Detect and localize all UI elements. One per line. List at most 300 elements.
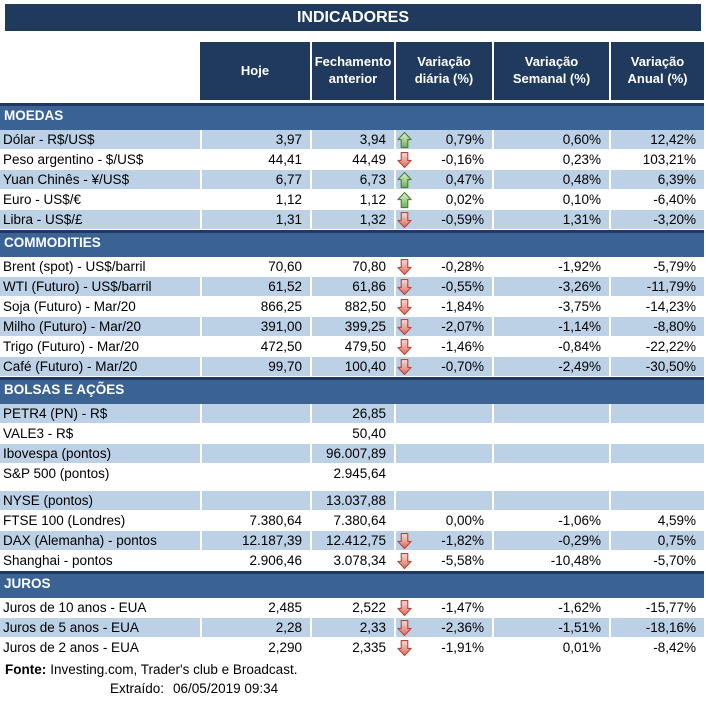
cell-variacao-anual-text: -18,16% <box>645 620 696 635</box>
cell-indicator-label-text: Shanghai - pontos <box>3 553 113 568</box>
cell-indicator-label-text: S&P 500 (pontos) <box>3 466 110 481</box>
cell-variacao-semanal-text: 0,01% <box>562 640 601 655</box>
cell-indicator-label-text: Juros de 10 anos - EUA <box>3 600 147 615</box>
cell-fechamento-anterior <box>310 464 394 483</box>
up-arrow-icon <box>397 131 412 149</box>
cell-indicator-label-text: NYSE (pontos) <box>3 493 94 508</box>
up-arrow-icon <box>397 191 412 209</box>
cell-variacao-anual <box>609 130 704 149</box>
cell-hoje-text: 99,70 <box>268 359 302 374</box>
cell-indicator-label-text: Euro - US$/€ <box>3 192 82 207</box>
cell-indicator-label-text: Peso argentino - $/US$ <box>3 152 144 167</box>
cell-hoje <box>200 210 310 229</box>
cell-variacao-diaria <box>394 511 492 530</box>
cell-variacao-anual <box>609 404 704 423</box>
cell-variacao-semanal-text: 1,31% <box>562 212 601 227</box>
cell-fechamento-anterior <box>310 618 394 637</box>
cell-variacao-diaria <box>394 464 492 483</box>
cell-variacao-diaria <box>394 598 492 617</box>
cell-variacao-diaria <box>394 618 492 637</box>
cell-variacao-anual-text: -6,40% <box>653 192 696 207</box>
cell-variacao-semanal <box>492 618 609 637</box>
down-arrow-icon <box>397 211 412 229</box>
cell-variacao-diaria <box>394 551 492 570</box>
cell-variacao-semanal <box>492 511 609 530</box>
section-title: BOLSAS E AÇÕES <box>4 382 125 397</box>
cell-indicator-label <box>0 551 200 570</box>
cell-variacao-diaria-text: 0,79% <box>445 132 484 147</box>
column-header-variacao-semanal: Variação Semanal (%) <box>492 42 609 100</box>
cell-variacao-diaria <box>394 444 492 463</box>
cell-variacao-semanal <box>492 170 609 189</box>
cell-variacao-semanal <box>492 444 609 463</box>
cell-fechamento-anterior-text: 12.412,75 <box>325 533 386 548</box>
cell-variacao-anual <box>609 297 704 316</box>
cell-hoje-text: 472,50 <box>260 339 302 354</box>
header-spacer <box>0 42 200 100</box>
report-title-bar <box>5 4 701 31</box>
cell-variacao-anual-text: 12,42% <box>650 132 696 147</box>
cell-fechamento-anterior-text: 44,49 <box>352 152 386 167</box>
cell-variacao-anual-text: 0,75% <box>657 533 696 548</box>
cell-variacao-diaria-text: -1,47% <box>441 600 484 615</box>
cell-variacao-semanal <box>492 404 609 423</box>
source-line <box>0 661 706 679</box>
table-row <box>0 464 704 484</box>
table-row <box>0 297 704 317</box>
cell-variacao-anual <box>609 424 704 443</box>
source-label: Fonte: <box>5 662 47 677</box>
cell-indicator-label-text: Juros de 5 anos - EUA <box>3 620 139 635</box>
cell-variacao-anual <box>609 638 704 657</box>
cell-indicator-label <box>0 277 200 296</box>
cell-hoje <box>200 190 310 209</box>
cell-variacao-anual-text: -8,42% <box>653 640 696 655</box>
cell-indicator-label <box>0 444 200 463</box>
cell-fechamento-anterior <box>310 531 394 550</box>
cell-hoje-text: 44,41 <box>268 152 302 167</box>
cell-fechamento-anterior-text: 26,85 <box>352 406 386 421</box>
cell-variacao-semanal <box>492 638 609 657</box>
cell-indicator-label <box>0 511 200 530</box>
cell-variacao-semanal <box>492 317 609 336</box>
cell-fechamento-anterior <box>310 337 394 356</box>
up-arrow-icon <box>397 171 412 189</box>
cell-fechamento-anterior <box>310 598 394 617</box>
cell-hoje-text: 3,97 <box>275 132 302 147</box>
cell-indicator-label-text: Café (Futuro) - Mar/20 <box>3 359 138 374</box>
cell-variacao-anual <box>609 618 704 637</box>
table-row <box>0 511 704 531</box>
cell-hoje <box>200 444 310 463</box>
table-row <box>0 444 704 464</box>
cell-hoje <box>200 618 310 637</box>
cell-hoje <box>200 551 310 570</box>
cell-hoje-text: 61,52 <box>268 279 302 294</box>
cell-indicator-label-text: FTSE 100 (Londres) <box>3 513 126 528</box>
cell-indicator-label-text: Libra - US$/£ <box>3 212 83 227</box>
cell-variacao-semanal-text: -1,51% <box>558 620 601 635</box>
cell-variacao-diaria-text: -0,55% <box>441 279 484 294</box>
cell-hoje <box>200 257 310 276</box>
cell-fechamento-anterior <box>310 190 394 209</box>
cell-variacao-diaria-text: -1,91% <box>441 640 484 655</box>
section-header <box>0 103 704 130</box>
cell-variacao-diaria <box>394 150 492 169</box>
cell-variacao-semanal <box>492 491 609 510</box>
cell-variacao-anual-text: -3,20% <box>653 212 696 227</box>
cell-indicator-label-text: Trigo (Futuro) - Mar/20 <box>3 339 140 354</box>
cell-fechamento-anterior <box>310 404 394 423</box>
cell-indicator-label-text: WTI (Futuro) - US$/barril <box>3 279 152 294</box>
cell-hoje-text: 391,00 <box>260 319 302 334</box>
cell-variacao-anual <box>609 190 704 209</box>
row-spacer <box>0 484 704 491</box>
down-arrow-icon <box>397 151 412 169</box>
cell-fechamento-anterior-text: 399,25 <box>344 319 386 334</box>
cell-hoje-text: 2,290 <box>268 640 302 655</box>
cell-hoje <box>200 598 310 617</box>
cell-variacao-semanal-text: -0,29% <box>558 533 601 548</box>
cell-fechamento-anterior-text: 2.945,64 <box>333 466 386 481</box>
report-title: INDICADORES <box>296 8 409 26</box>
cell-variacao-semanal <box>492 337 609 356</box>
cell-variacao-semanal <box>492 130 609 149</box>
cell-variacao-anual-text: -5,79% <box>653 259 696 274</box>
cell-variacao-semanal-text: 0,10% <box>562 192 601 207</box>
cell-indicator-label <box>0 531 200 550</box>
table-row <box>0 337 704 357</box>
cell-hoje <box>200 150 310 169</box>
cell-variacao-semanal <box>492 464 609 483</box>
cell-variacao-diaria <box>394 190 492 209</box>
table-row <box>0 404 704 424</box>
cell-variacao-diaria-text: -2,07% <box>441 319 484 334</box>
down-arrow-icon <box>397 338 412 356</box>
cell-hoje-text: 2,28 <box>275 620 302 635</box>
cell-indicator-label <box>0 150 200 169</box>
cell-fechamento-anterior-text: 6,73 <box>359 172 386 187</box>
cell-indicator-label-text: Dólar - R$/US$ <box>3 132 95 147</box>
cell-fechamento-anterior <box>310 511 394 530</box>
extracted-timestamp: 06/05/2019 09:34 <box>173 681 279 696</box>
table-row <box>0 531 704 551</box>
cell-variacao-semanal <box>492 531 609 550</box>
cell-hoje-text: 2,485 <box>268 600 302 615</box>
cell-variacao-semanal-text: -0,84% <box>558 339 601 354</box>
cell-indicator-label <box>0 170 200 189</box>
cell-hoje-text: 70,60 <box>268 259 302 274</box>
cell-variacao-anual <box>609 337 704 356</box>
cell-indicator-label <box>0 638 200 657</box>
section-header <box>0 571 704 598</box>
cell-variacao-diaria <box>394 130 492 149</box>
cell-variacao-diaria <box>394 337 492 356</box>
cell-variacao-semanal <box>492 190 609 209</box>
down-arrow-icon <box>397 619 412 637</box>
cell-fechamento-anterior-text: 1,12 <box>359 192 386 207</box>
cell-variacao-semanal <box>492 357 609 376</box>
cell-indicator-label-text: Milho (Futuro) - Mar/20 <box>3 319 142 334</box>
cell-variacao-anual <box>609 317 704 336</box>
cell-variacao-anual-text: -11,79% <box>646 279 696 294</box>
footer <box>0 661 706 698</box>
cell-indicator-label <box>0 464 200 483</box>
down-arrow-icon <box>397 599 412 617</box>
cell-fechamento-anterior <box>310 130 394 149</box>
cell-fechamento-anterior <box>310 491 394 510</box>
cell-indicator-label-text: DAX (Alemanha) - pontos <box>3 533 157 548</box>
cell-variacao-semanal <box>492 277 609 296</box>
cell-variacao-diaria <box>394 531 492 550</box>
cell-indicator-label <box>0 598 200 617</box>
cell-hoje <box>200 317 310 336</box>
cell-fechamento-anterior-text: 3,94 <box>359 132 386 147</box>
cell-variacao-semanal <box>492 297 609 316</box>
cell-hoje <box>200 170 310 189</box>
cell-hoje <box>200 511 310 530</box>
cell-variacao-semanal-text: -2,49% <box>558 359 601 374</box>
cell-variacao-diaria <box>394 170 492 189</box>
cell-hoje <box>200 464 310 483</box>
cell-hoje <box>200 638 310 657</box>
table-row <box>0 638 704 658</box>
cell-hoje <box>200 404 310 423</box>
cell-variacao-anual-text: -22,22% <box>645 339 696 354</box>
down-arrow-icon <box>397 318 412 336</box>
cell-fechamento-anterior <box>310 277 394 296</box>
cell-fechamento-anterior <box>310 210 394 229</box>
cell-indicator-label <box>0 618 200 637</box>
section-title: COMMODITIES <box>4 235 101 250</box>
cell-indicator-label-text: Juros de 2 anos - EUA <box>3 640 139 655</box>
table-row <box>0 424 704 444</box>
cell-indicator-label <box>0 337 200 356</box>
cell-indicator-label-text: Soja (Futuro) - Mar/20 <box>3 299 136 314</box>
cell-variacao-diaria <box>394 277 492 296</box>
cell-variacao-anual <box>609 491 704 510</box>
cell-indicator-label <box>0 424 200 443</box>
cell-fechamento-anterior-text: 100,40 <box>344 359 386 374</box>
cell-variacao-semanal-text: 0,48% <box>562 172 601 187</box>
cell-fechamento-anterior-text: 3.078,34 <box>333 553 386 568</box>
cell-variacao-anual-text: -15,77% <box>645 600 696 615</box>
cell-variacao-semanal <box>492 257 609 276</box>
column-header-hoje: Hoje <box>200 42 310 100</box>
cell-hoje <box>200 357 310 376</box>
cell-variacao-diaria <box>394 297 492 316</box>
cell-variacao-diaria <box>394 257 492 276</box>
cell-variacao-diaria-text: -0,59% <box>441 212 484 227</box>
cell-variacao-diaria-text: -5,58% <box>441 553 484 568</box>
cell-fechamento-anterior <box>310 297 394 316</box>
cell-fechamento-anterior-text: 70,80 <box>352 259 386 274</box>
cell-variacao-anual-text: 4,59% <box>657 513 696 528</box>
cell-indicator-label-text: Ibovespa (pontos) <box>3 446 112 461</box>
extracted-line <box>0 679 706 698</box>
cell-hoje-text: 12.187,39 <box>241 533 302 548</box>
cell-variacao-anual <box>609 444 704 463</box>
column-header-variacao-diaria: Variação diária (%) <box>394 42 492 100</box>
cell-variacao-semanal <box>492 424 609 443</box>
cell-indicator-label-text: Yuan Chinês - ¥/US$ <box>3 172 130 187</box>
cell-variacao-diaria-text: -0,16% <box>441 152 484 167</box>
cell-indicator-label <box>0 210 200 229</box>
cell-variacao-diaria <box>394 404 492 423</box>
cell-hoje-text: 2.906,46 <box>249 553 302 568</box>
down-arrow-icon <box>397 358 412 376</box>
cell-variacao-semanal <box>492 150 609 169</box>
cell-indicator-label <box>0 297 200 316</box>
section-title: MOEDAS <box>4 108 64 123</box>
cell-hoje <box>200 130 310 149</box>
cell-variacao-anual-text: 103,21% <box>642 152 696 167</box>
cell-variacao-diaria <box>394 638 492 657</box>
cell-variacao-diaria-text: -1,82% <box>441 533 484 548</box>
cell-fechamento-anterior <box>310 150 394 169</box>
cell-hoje-text: 7.380,64 <box>249 513 302 528</box>
cell-variacao-semanal-text: -10,48% <box>550 553 601 568</box>
cell-variacao-diaria-text: -0,28% <box>441 259 484 274</box>
table-row <box>0 491 704 511</box>
section-title: JUROS <box>4 576 51 591</box>
cell-variacao-diaria <box>394 210 492 229</box>
cell-fechamento-anterior <box>310 424 394 443</box>
table-row <box>0 598 704 618</box>
cell-variacao-diaria-text: -1,84% <box>441 299 484 314</box>
cell-variacao-semanal <box>492 551 609 570</box>
extracted-label: Extraído: <box>110 681 165 696</box>
cell-fechamento-anterior-text: 1,32 <box>359 212 386 227</box>
source-text: Investing.com, Trader's club e Broadcast. <box>50 662 298 677</box>
cell-variacao-diaria <box>394 317 492 336</box>
cell-variacao-diaria-text: 0,00% <box>445 513 484 528</box>
cell-indicator-label-text: Brent (spot) - US$/barril <box>3 259 146 274</box>
table-row <box>0 317 704 337</box>
cell-hoje <box>200 297 310 316</box>
cell-fechamento-anterior-text: 61,86 <box>352 279 386 294</box>
cell-variacao-diaria <box>394 491 492 510</box>
cell-variacao-anual <box>609 357 704 376</box>
cell-hoje <box>200 277 310 296</box>
cell-variacao-anual-text: -8,80% <box>653 319 696 334</box>
cell-indicator-label <box>0 491 200 510</box>
cell-indicator-label <box>0 357 200 376</box>
column-header-fechamento-anterior: Fechamento anterior <box>310 42 394 100</box>
cell-fechamento-anterior <box>310 170 394 189</box>
cell-variacao-semanal-text: 0,23% <box>562 152 601 167</box>
cell-fechamento-anterior-text: 96.007,89 <box>325 446 386 461</box>
down-arrow-icon <box>397 258 412 276</box>
cell-fechamento-anterior-text: 882,50 <box>344 299 386 314</box>
cell-indicator-label <box>0 190 200 209</box>
table-body <box>0 103 704 658</box>
cell-variacao-anual <box>609 464 704 483</box>
cell-variacao-diaria-text: -0,70% <box>441 359 484 374</box>
cell-fechamento-anterior-text: 13.037,88 <box>325 493 386 508</box>
cell-variacao-anual <box>609 210 704 229</box>
down-arrow-icon <box>397 639 412 657</box>
table-row <box>0 170 704 190</box>
cell-fechamento-anterior-text: 479,50 <box>344 339 386 354</box>
cell-variacao-diaria-text: 0,02% <box>445 192 484 207</box>
table-row <box>0 551 704 571</box>
cell-variacao-semanal <box>492 210 609 229</box>
cell-variacao-semanal-text: -1,14% <box>558 319 601 334</box>
column-header-row <box>0 42 704 100</box>
cell-hoje-text: 866,25 <box>260 299 302 314</box>
cell-variacao-semanal-text: -3,75% <box>558 299 601 314</box>
cell-variacao-semanal-text: -1,92% <box>558 259 601 274</box>
cell-variacao-anual-text: 6,39% <box>657 172 696 187</box>
cell-variacao-anual <box>609 531 704 550</box>
down-arrow-icon <box>397 278 412 296</box>
cell-variacao-anual <box>609 170 704 189</box>
cell-variacao-anual-text: -5,70% <box>653 553 696 568</box>
cell-variacao-semanal-text: -1,06% <box>558 513 601 528</box>
table-row <box>0 277 704 297</box>
cell-hoje-text: 1,31 <box>275 212 302 227</box>
cell-variacao-diaria-text: -2,36% <box>441 620 484 635</box>
cell-hoje-text: 1,12 <box>275 192 302 207</box>
cell-variacao-anual <box>609 257 704 276</box>
cell-variacao-semanal <box>492 598 609 617</box>
cell-variacao-diaria <box>394 357 492 376</box>
cell-fechamento-anterior <box>310 357 394 376</box>
table-row <box>0 357 704 377</box>
table-row <box>0 618 704 638</box>
cell-variacao-anual <box>609 150 704 169</box>
cell-fechamento-anterior-text: 2,335 <box>352 640 386 655</box>
section-header <box>0 377 704 404</box>
table-row <box>0 150 704 170</box>
section-header <box>0 230 704 257</box>
down-arrow-icon <box>397 552 412 570</box>
cell-variacao-anual <box>609 277 704 296</box>
cell-fechamento-anterior <box>310 317 394 336</box>
cell-indicator-label-text: VALE3 - R$ <box>3 426 74 441</box>
cell-fechamento-anterior <box>310 444 394 463</box>
table-row <box>0 130 704 150</box>
column-header-variacao-anual: Variação Anual (%) <box>609 42 704 100</box>
down-arrow-icon <box>397 298 412 316</box>
table-row <box>0 190 704 210</box>
cell-variacao-anual <box>609 598 704 617</box>
cell-variacao-semanal-text: -1,62% <box>558 600 601 615</box>
down-arrow-icon <box>397 532 412 550</box>
cell-variacao-anual-text: -14,23% <box>645 299 696 314</box>
cell-fechamento-anterior-text: 50,40 <box>352 426 386 441</box>
cell-hoje <box>200 491 310 510</box>
cell-fechamento-anterior <box>310 257 394 276</box>
table-row <box>0 257 704 277</box>
cell-variacao-anual <box>609 551 704 570</box>
table-row <box>0 210 704 230</box>
cell-variacao-anual-text: -30,50% <box>645 359 696 374</box>
cell-indicator-label <box>0 317 200 336</box>
cell-fechamento-anterior <box>310 551 394 570</box>
cell-fechamento-anterior-text: 2,33 <box>359 620 386 635</box>
cell-hoje <box>200 337 310 356</box>
cell-indicator-label <box>0 404 200 423</box>
cell-variacao-semanal-text: -3,26% <box>558 279 601 294</box>
cell-variacao-diaria-text: -1,46% <box>441 339 484 354</box>
cell-variacao-diaria-text: 0,47% <box>445 172 484 187</box>
cell-fechamento-anterior <box>310 638 394 657</box>
cell-indicator-label <box>0 257 200 276</box>
cell-variacao-anual <box>609 511 704 530</box>
cell-hoje <box>200 531 310 550</box>
